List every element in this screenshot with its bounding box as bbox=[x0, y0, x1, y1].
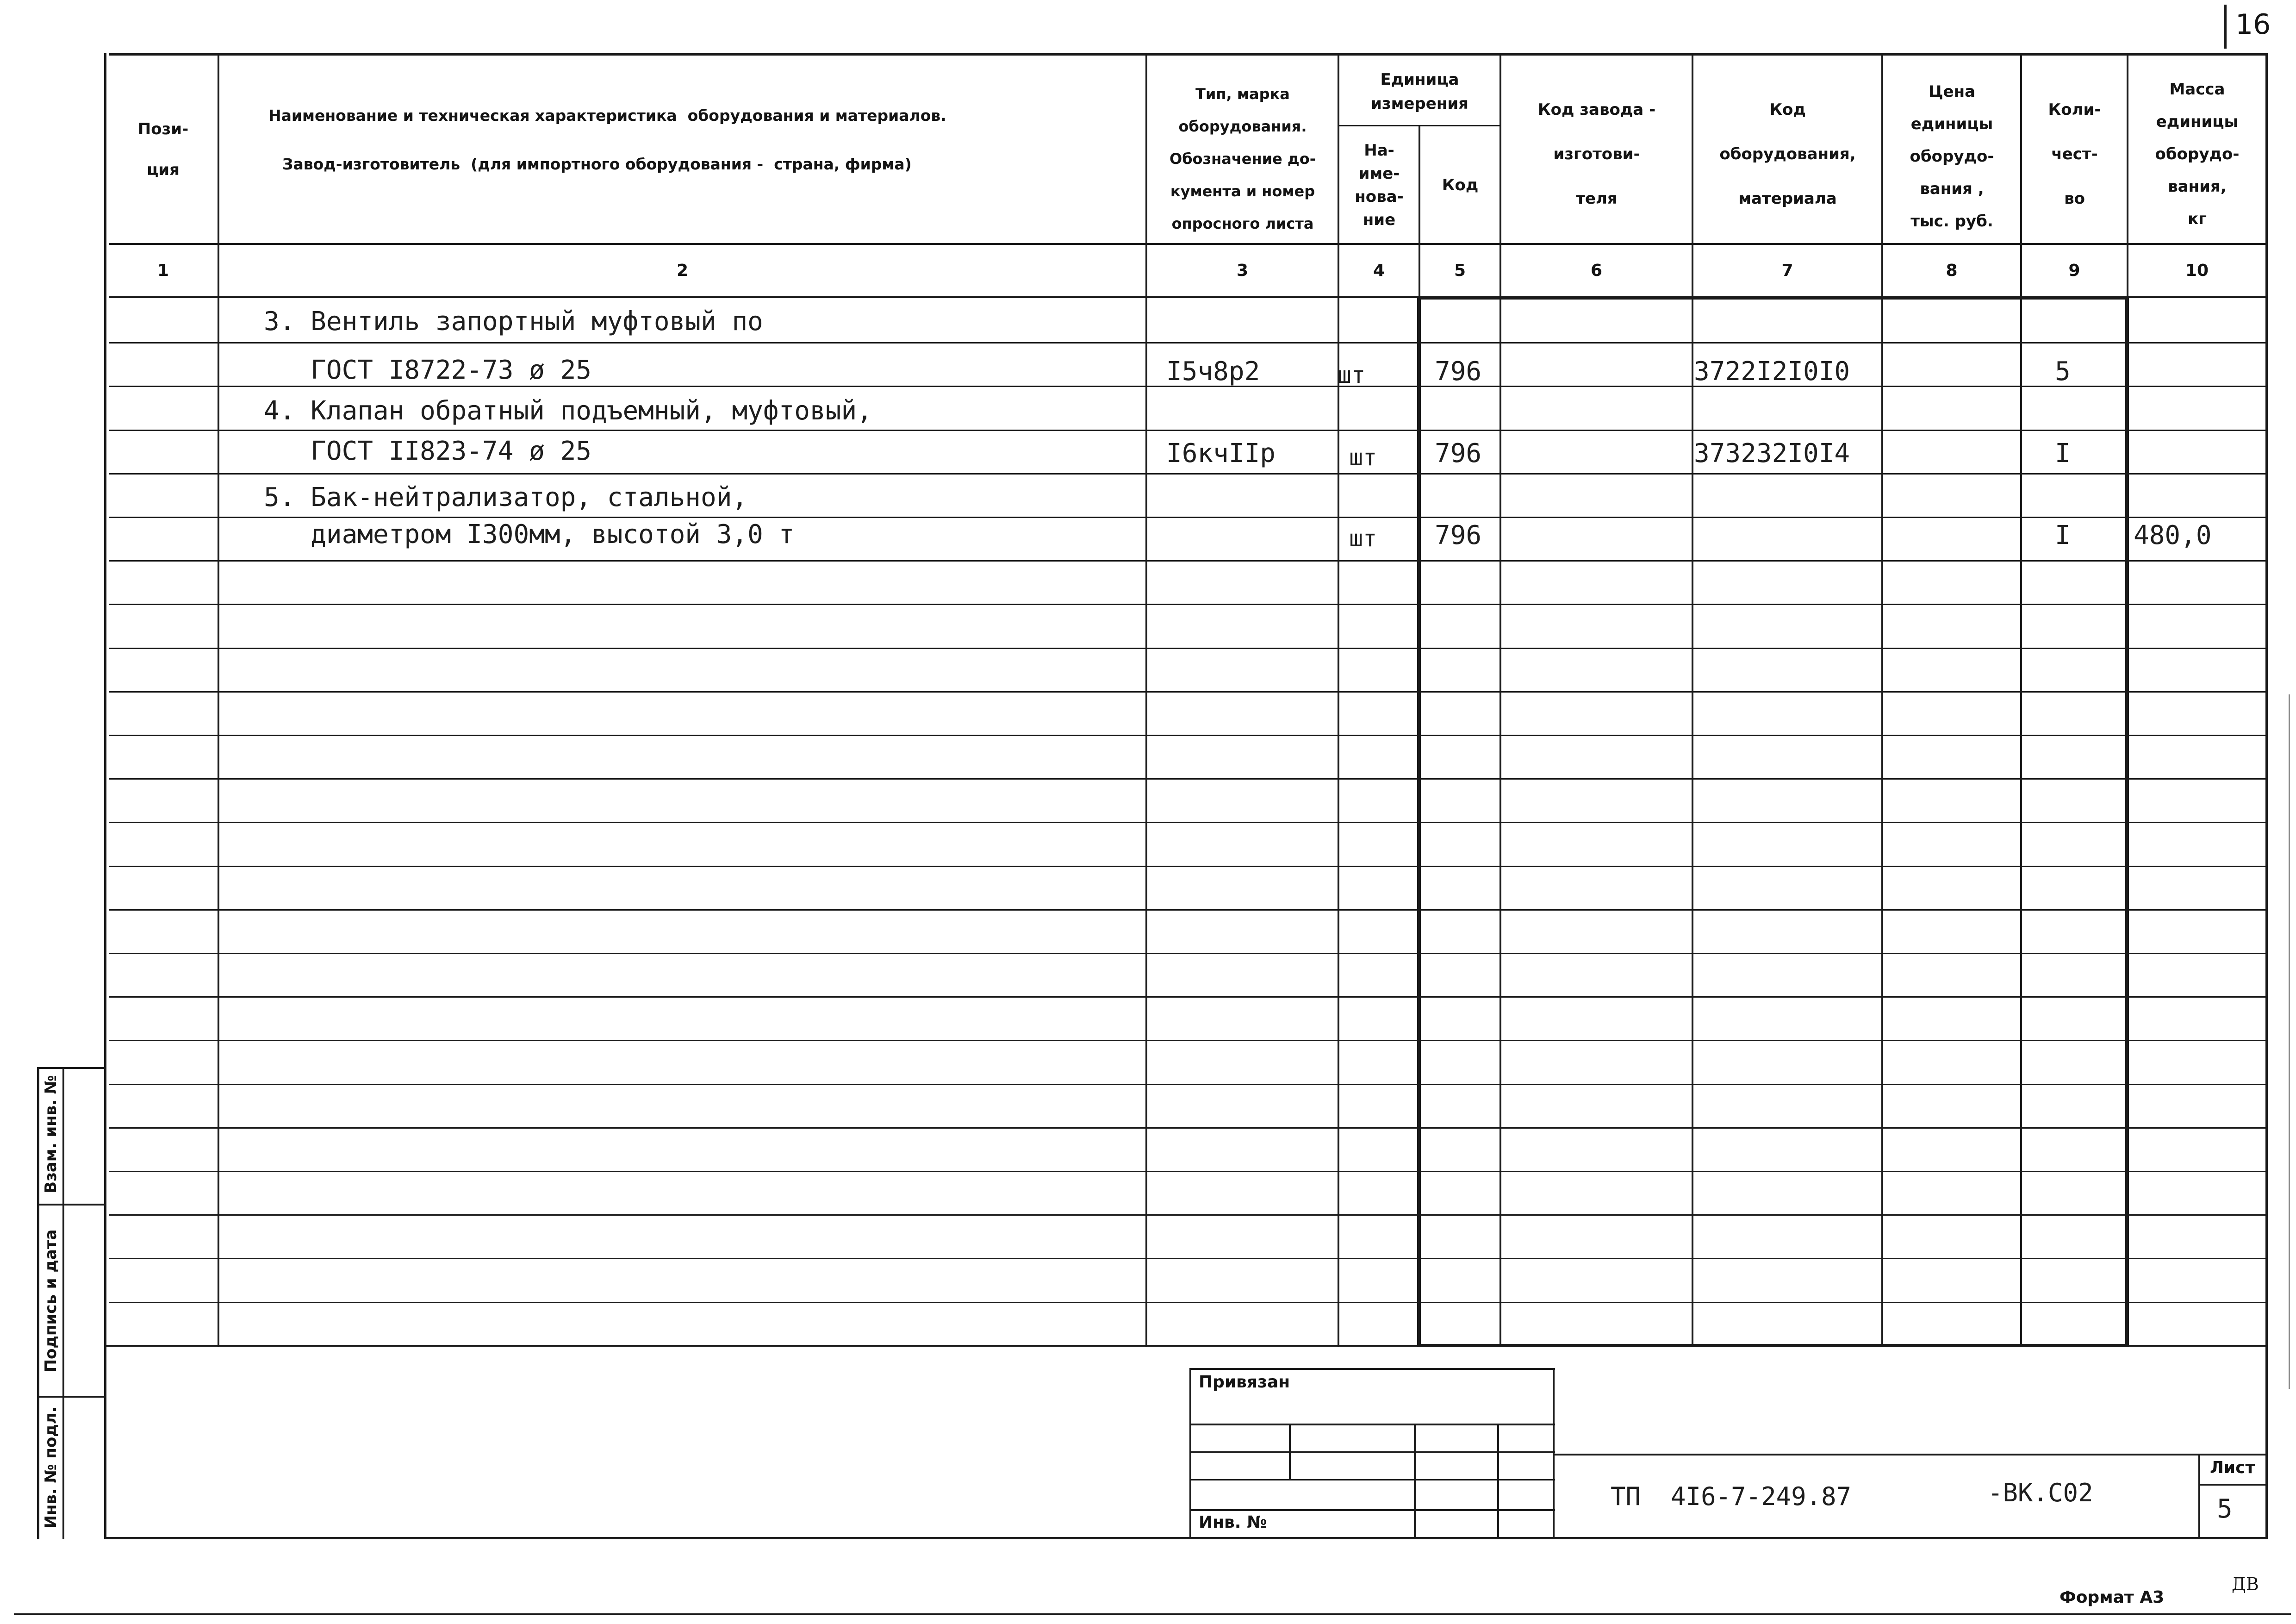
row-line bbox=[109, 691, 2265, 693]
sheet-right-edge bbox=[2289, 694, 2290, 1389]
table-bottom-line bbox=[104, 1345, 2268, 1347]
sheet-box-left bbox=[2198, 1454, 2200, 1539]
row-line bbox=[109, 735, 2265, 736]
col-line-6 bbox=[1692, 53, 1693, 1347]
row-line bbox=[109, 648, 2265, 649]
stamp-row-1 bbox=[1189, 1424, 1555, 1425]
row-line bbox=[109, 953, 2265, 954]
side-stamp-replacement: Взам. инв. № bbox=[42, 1075, 60, 1193]
row-type: I5ч8р2 bbox=[1166, 356, 1260, 387]
header-quantity: Коли- чест- во bbox=[2048, 100, 2101, 208]
header-unit-mass: Масса единицы оборудо- вания, кг bbox=[2155, 80, 2240, 228]
side-stamp-original-inv: Инв. № подл. bbox=[42, 1406, 60, 1529]
header-type: Тип, марка оборудования. Обозначение до- кумента и номер опросного листа bbox=[1170, 85, 1316, 232]
row-equipment-code: 3722I2I0I0 bbox=[1694, 356, 1850, 387]
col-line-8 bbox=[2020, 53, 2022, 1347]
colnum-5: 5 bbox=[1454, 261, 1466, 280]
row-name: 3. Вентиль запортный муфтовый по bbox=[264, 306, 763, 337]
row-type: I6кчIIр bbox=[1166, 438, 1276, 468]
row-line bbox=[109, 1214, 2265, 1216]
row-equipment-code: 373232I0I4 bbox=[1694, 438, 1850, 468]
colnum-10: 10 bbox=[2185, 261, 2209, 280]
side-stamp-sep-1 bbox=[37, 1204, 106, 1206]
frame-top bbox=[109, 53, 2268, 56]
colnum-7: 7 bbox=[1781, 261, 1793, 280]
row-name: диаметром I300мм, высотой 3,0 т bbox=[264, 519, 795, 550]
row-quantity: I bbox=[2055, 520, 2071, 550]
colnum-6: 6 bbox=[1590, 261, 1603, 280]
row-quantity: 5 bbox=[2055, 356, 2071, 387]
header-name-line1: Наименование и техническая характеристика оборудования и материалов. bbox=[268, 106, 946, 125]
sheet-label: Лист bbox=[2210, 1458, 2255, 1477]
frame-right bbox=[2265, 53, 2268, 1539]
stamp-linked-label: Привязан bbox=[1199, 1373, 1290, 1392]
side-stamp-divider bbox=[62, 1067, 64, 1539]
row-unit-code: 796 bbox=[1435, 356, 1482, 387]
colnum-4: 4 bbox=[1373, 261, 1385, 280]
side-stamp-left bbox=[37, 1067, 39, 1539]
row-name: ГОСТ II823-74 ø 25 bbox=[264, 436, 592, 466]
paper-format: Формат А3 bbox=[2060, 1588, 2165, 1607]
header-unit-code: Код bbox=[1442, 176, 1479, 194]
sheet-number: 5 bbox=[2217, 1494, 2233, 1524]
colnum-2: 2 bbox=[676, 261, 689, 280]
row-unit-code: 796 bbox=[1435, 438, 1482, 468]
row-line bbox=[109, 778, 2265, 780]
row-line bbox=[109, 604, 2265, 605]
row-line bbox=[109, 342, 2265, 344]
row-line bbox=[109, 1302, 2265, 1303]
sheet-box-divider bbox=[2198, 1484, 2268, 1486]
stamp-col-1 bbox=[1289, 1424, 1291, 1479]
stamp-row-2 bbox=[1189, 1451, 1555, 1453]
side-stamp-signature-date: Подпись и дата bbox=[42, 1229, 60, 1373]
corner-mark-bar bbox=[2224, 5, 2227, 49]
header-unit-group: Единица измерения bbox=[1371, 70, 1468, 113]
sheet-bottom-edge bbox=[14, 1613, 2291, 1615]
stamp-col-2 bbox=[1414, 1424, 1416, 1539]
stamp-inventory-label: Инв. № bbox=[1199, 1513, 1267, 1532]
row-name: ГОСТ I8722-73 ø 25 bbox=[264, 355, 592, 385]
row-line bbox=[109, 909, 2265, 911]
frame-left bbox=[104, 53, 106, 1539]
row-line bbox=[109, 473, 2265, 475]
header-position: Пози- ция bbox=[137, 119, 189, 179]
frame-bottom bbox=[104, 1537, 2268, 1539]
colnum-3: 3 bbox=[1236, 261, 1249, 280]
row-line bbox=[109, 822, 2265, 823]
col-line-7 bbox=[1881, 53, 1883, 1347]
row-name: 5. Бак-нейтрализатор, стальной, bbox=[264, 482, 748, 512]
row-line bbox=[109, 1040, 2265, 1041]
doc-block-top bbox=[1553, 1454, 2268, 1455]
colnum-9: 9 bbox=[2068, 261, 2080, 280]
header-name-line2: Завод-изготовитель (для импортного оборудования - страна, фирма) bbox=[282, 155, 912, 173]
row-unit: шт bbox=[1349, 444, 1377, 471]
initials: ДВ bbox=[2232, 1574, 2259, 1594]
row-line bbox=[109, 1258, 2265, 1259]
row-line bbox=[109, 430, 2265, 431]
stamp-top bbox=[1189, 1368, 1555, 1370]
row-unit: шт bbox=[1338, 362, 1366, 388]
row-name: 4. Клапан обратный подъемный, муфтовый, bbox=[264, 396, 872, 426]
row-line bbox=[109, 1084, 2265, 1085]
row-line bbox=[109, 517, 2265, 518]
row-quantity: I bbox=[2055, 438, 2071, 468]
row-unit: шт bbox=[1349, 525, 1377, 552]
heavy-block-top bbox=[1417, 296, 2129, 300]
row-line bbox=[109, 866, 2265, 867]
row-mass: 480,0 bbox=[2134, 520, 2212, 550]
header-unit-name: На- име- нова- ние bbox=[1355, 141, 1404, 229]
stamp-col-3 bbox=[1497, 1424, 1499, 1539]
document-suffix: -ВК.С02 bbox=[1988, 1478, 2093, 1507]
header-factory-code: Код завода - изготови- теля bbox=[1537, 100, 1656, 208]
stamp-left bbox=[1189, 1368, 1191, 1539]
corner-mark: 16 bbox=[2235, 8, 2271, 41]
col-line-2 bbox=[1145, 53, 1147, 1347]
row-line bbox=[109, 996, 2265, 998]
colnum-8: 8 bbox=[1946, 261, 1958, 280]
stamp-row-3 bbox=[1189, 1479, 1555, 1480]
row-line bbox=[109, 1171, 2265, 1172]
header-unit-price: Цена единицы оборудо- вания , тыс. руб. bbox=[1910, 82, 1994, 231]
row-line bbox=[109, 1127, 2265, 1129]
row-line bbox=[109, 560, 2265, 562]
col-line-5 bbox=[1500, 53, 1501, 1347]
header-bottom-line bbox=[109, 243, 2268, 245]
colnum-1: 1 bbox=[157, 261, 169, 280]
row-unit-code: 796 bbox=[1435, 520, 1482, 550]
document-code: ТП 4I6-7-249.87 bbox=[1611, 1482, 1852, 1511]
col-line-3 bbox=[1338, 53, 1339, 1347]
stamp-row-4 bbox=[1189, 1509, 1555, 1511]
header-equipment-code: Код оборудования, материала bbox=[1719, 100, 1856, 208]
col-line-1 bbox=[218, 53, 219, 1347]
